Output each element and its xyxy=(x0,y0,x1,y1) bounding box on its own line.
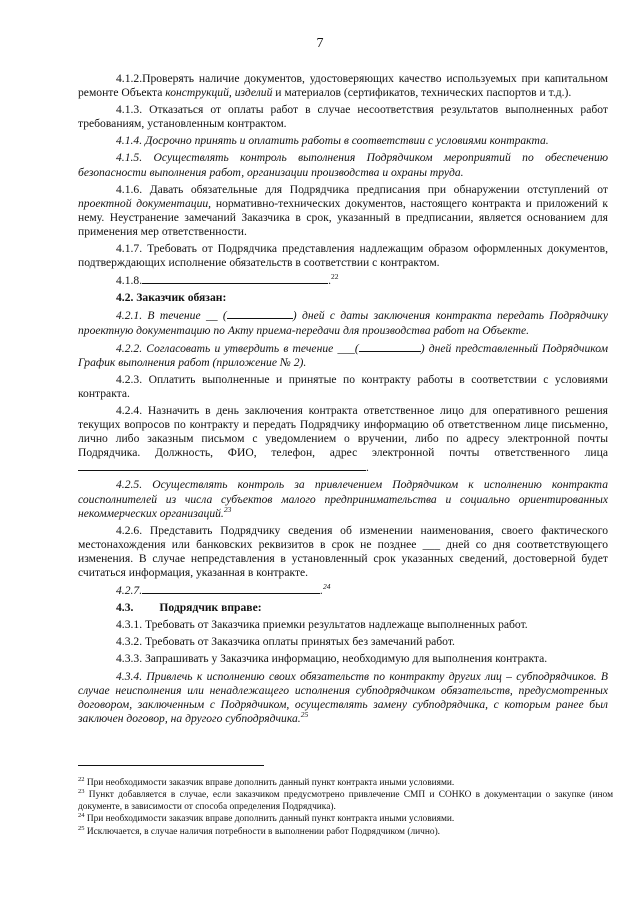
clause-4-3-2: 4.3.2. Требовать от Заказчика оплаты принятых без замечаний работ. xyxy=(116,635,455,649)
clause-4-2-4: 4.2.4. Назначить в день заключения контракта ответственное лицо для оперативного решения текущих вопросов по контракту и передать Подрядчику информацию об ответственном лице письменно, лично либо заказным письмом с уведомлением о вручении, либо по адресу электронной почты Подрядчика. Должность, ФИО, телефон, адрес электронной почты ответственного лица. xyxy=(78,403,608,475)
footnote: $^{23}$ Пункт добавляется в случае, если заказчиком предусмотрено привлечение СМП и СОНКО в документации о закупке (ином документе, в зависимости от способа определения Подрядчика). xyxy=(78,788,613,812)
blank-line xyxy=(142,273,328,284)
blank-line xyxy=(78,460,366,471)
footnote: $^{25}$ Исключается, в случае наличия потребности в выполнении работ Подрядчиком (лично). xyxy=(78,824,441,837)
clause-4-1-8: 4.1.8. .$^{22}$ xyxy=(116,272,339,288)
blank-line xyxy=(227,308,293,319)
clause-4-1-6: 4.1.6. Давать обязательные для Подрядчика предписания при обнаружении отступлений от проектной документации, нормативно-технических документов, настоящего контракта и приложений к нему. Неустранение замечаний Заказчика в срок, указанный в предписании, является основанием для применения мер ответственности. xyxy=(78,182,608,238)
clause-4-3-3: 4.3.3. Запрашивать у Заказчика информацию, необходимую для выполнения контракта. xyxy=(116,652,548,666)
clause-4-1-3: 4.1.3. Отказаться от оплаты работ в случае несоответствия результатов выполненных работ требованиям, установленным контрактом. xyxy=(78,103,608,131)
section-4-3-heading: 4.3. Подрядчик вправе: xyxy=(116,601,262,615)
clause-4-2-1: 4.2.1. В течение __ ( ) дней с даты заключения контракта передать Подрядчику проектную документацию по Акту приема-передачи для производства работ на Объекте. xyxy=(78,309,608,337)
footnote-separator xyxy=(78,765,264,766)
footnotes xyxy=(78,775,613,839)
clause-4-2-7: 4.2.7. .$^{24}$ xyxy=(116,582,331,598)
footnote-ref: 22 xyxy=(331,272,339,282)
blank-line xyxy=(359,341,421,352)
page-number: 7 xyxy=(316,36,324,51)
footnote: $^{22}$ При необходимости заказчик вправе дополнить данный пункт контракта иными условиями. xyxy=(78,775,455,788)
clause-4-1-7: 4.1.7. Требовать от Подрядчика представления надлежащим образом оформленных документов, подтверждающих исполнение обязательств в соответствии с контрактом. xyxy=(78,242,608,270)
footnote-ref: 25 xyxy=(300,709,309,719)
clause-4-1-4: 4.1.4. Досрочно принять и оплатить работы в соответствии с условиями контракта. xyxy=(116,134,549,148)
section-4-2-heading: 4.2. Заказчик обязан: xyxy=(116,291,227,305)
clause-4-2-3: 4.2.3. Оплатить выполненные и принятые по контракту работы в соответствии с условиями контракта. xyxy=(78,372,608,400)
footnote: $^{24}$ При необходимости заказчик вправе дополнить данный пункт контракта иными условиями. xyxy=(78,812,455,825)
clause-4-2-2: 4.2.2. Согласовать и утвердить в течение ___( ) дней представленный Подрядчиком График выполнения работ (приложение № 2). xyxy=(78,341,608,369)
contract-body xyxy=(78,72,608,729)
blank-line xyxy=(142,583,320,594)
clause-4-3-1: 4.3.1. Требовать от Заказчика приемки результатов надлежаще выполненных работ. xyxy=(116,618,528,632)
clause-4-2-5: 4.2.5. Осуществлять контроль за привлечением Подрядчиком к исполнению контракта соисполнителей из числа субъектов малого предпринимательства и социально ориентированных некоммерческих организаций.$^{23}$ xyxy=(78,478,608,520)
footnote-ref: 24 xyxy=(323,582,331,592)
clause-4-1-2: 4.1.2.Проверять наличие документов, удостоверяющих качество используемых при капитальном ремонте Объекта конструкций, изделий и материалов (сертификатов, технических паспортов и т.д.). xyxy=(78,72,608,100)
clause-4-2-6: 4.2.6. Представить Подрядчику сведения об изменении наименования, своего фактического местонахождения или банковских реквизитов в срок не позднее ___ дней со дня соответствующего изменения. В случае непредставления в установленный срок указанных сведений, достоверной будет считаться информация, указанная в контракте. xyxy=(78,523,608,579)
clause-4-3-4: 4.3.4. Привлечь к исполнению своих обязательств по контракту других лиц – субподрядчиков. В случае неисполнения или ненадлежащего исполнения субподрядчиком обязательств, предусмотренных договором, заключенным с Подрядчиком, осуществлять замену субподрядчика, с которым ранее был заключен договор, на другого субподрядчика.$^{25}$ xyxy=(78,669,608,725)
clause-4-1-5: 4.1.5. Осуществлять контроль выполнения Подрядчиком мероприятий по обеспечению безопасности выполнения работ, организации производства и охраны труда. xyxy=(78,151,608,179)
footnote-ref: 23 xyxy=(223,504,232,514)
